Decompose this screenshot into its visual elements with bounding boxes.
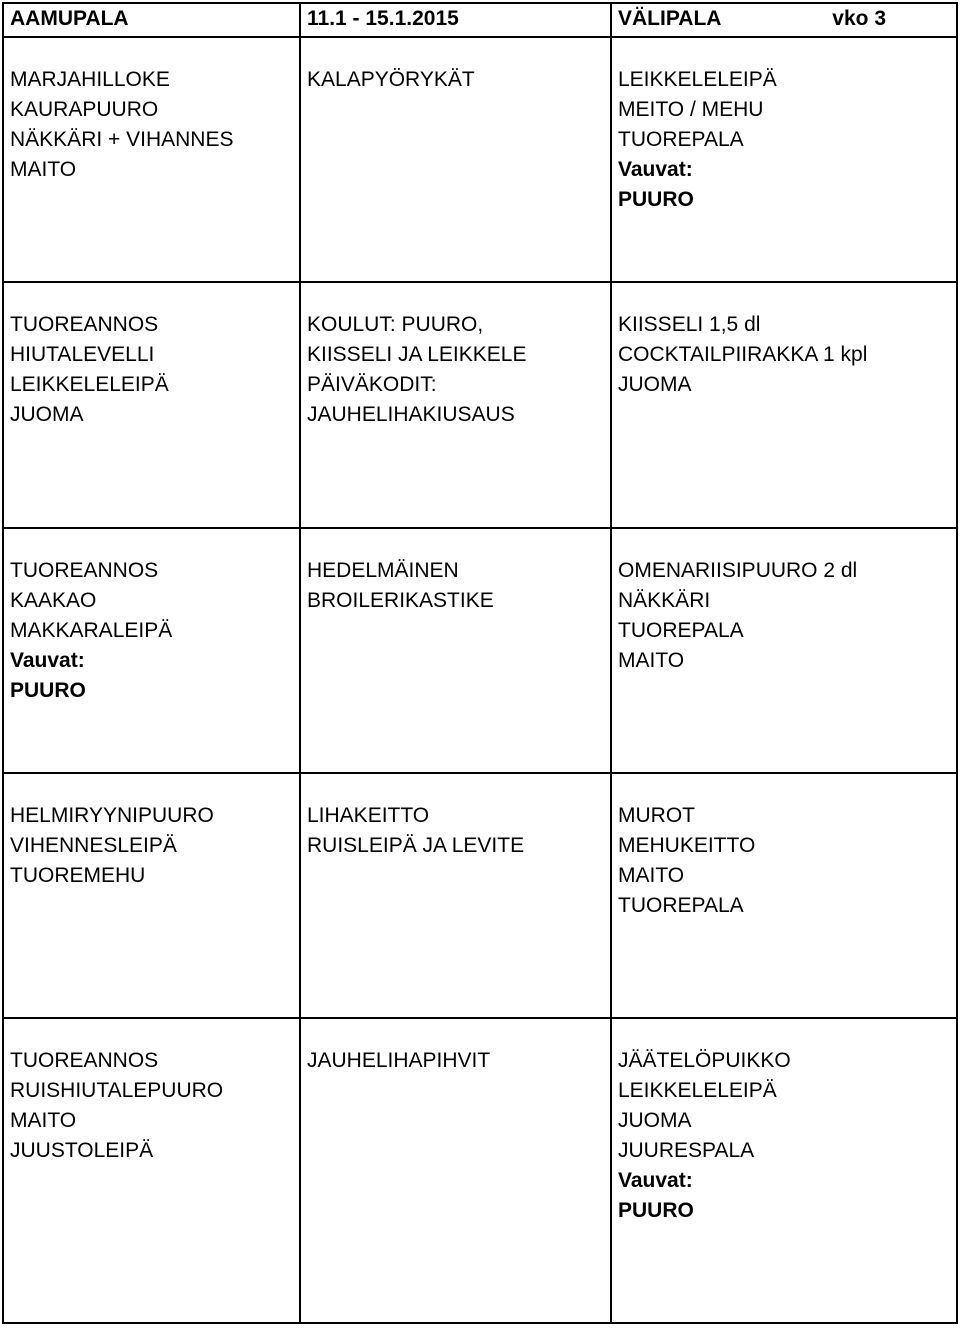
breakfast-cell [3, 1018, 300, 1323]
menu-item: JUOMA [618, 1109, 692, 1133]
menu-item: TUOREPALA [618, 127, 744, 151]
menu-item: MAITO [10, 157, 77, 181]
header-snack-cell [611, 3, 957, 37]
menu-item: JAUHELIHAPIHVIT [307, 1049, 491, 1073]
menu-item: MAKKARALEIPÄ [10, 618, 173, 642]
menu-item: KAAKAO [10, 588, 97, 612]
menu-item: TUOREANNOS [10, 558, 159, 582]
menu-item: PUURO [618, 187, 694, 211]
breakfast-cell [3, 37, 300, 282]
menu-item: COCKTAILPIIRAKKA 1 kpl [618, 343, 868, 367]
menu-item: LEIKKELELEIPÄ [618, 1079, 777, 1103]
menu-item: JUOMA [10, 403, 84, 427]
menu-item: Vauvat: [10, 648, 85, 672]
menu-item: MEITO / MEHU [618, 97, 764, 121]
menu-item: MAITO [618, 648, 685, 672]
menu-item: KIISSELI JA LEIKKELE [307, 343, 527, 367]
day-row [3, 1018, 957, 1323]
menu-item: JUOMA [618, 373, 692, 397]
header-date-cell [300, 3, 611, 37]
snack-cell [611, 37, 957, 282]
menu-item: TUOREANNOS [10, 313, 159, 337]
menu-item: MEHUKEITTO [618, 833, 756, 857]
menu-item: MARJAHILLOKE [10, 67, 170, 91]
menu-header-row [3, 3, 957, 37]
breakfast-cell [3, 528, 300, 773]
menu-item: HIUTALEVELLI [10, 343, 155, 367]
lunch-cell [300, 37, 611, 282]
menu-item: HELMIRYYNIPUURO [10, 803, 214, 827]
lunch-cell [300, 528, 611, 773]
snack-cell [611, 282, 957, 527]
snack-cell [611, 773, 957, 1018]
snack-cell [611, 528, 957, 773]
header-snack-label: VÄLIPALA [618, 7, 722, 30]
menu-item: PUURO [10, 678, 86, 702]
menu-item: NÄKKÄRI + VIHANNES [10, 127, 234, 151]
menu-item: JUURESPALA [618, 1139, 755, 1163]
menu-item: TUOREPALA [618, 893, 744, 917]
menu-item: MAITO [618, 863, 685, 887]
menu-item: TUOREANNOS [10, 1049, 159, 1073]
breakfast-cell [3, 773, 300, 1018]
menu-item: LIHAKEITTO [307, 803, 430, 827]
menu-item: PÄIVÄKODIT: [307, 373, 437, 397]
menu-item: KAURAPUURO [10, 97, 159, 121]
menu-item: TUOREMEHU [10, 863, 146, 887]
menu-item: JÄÄTELÖPUIKKO [618, 1049, 791, 1073]
menu-item: JUUSTOLEIPÄ [10, 1139, 154, 1163]
menu-item: OMENARIISIPUURO 2 dl [618, 558, 858, 582]
menu-item: PUURO [618, 1199, 694, 1223]
header-breakfast-cell [3, 3, 300, 37]
menu-item: KOULUT: PUURO, [307, 313, 484, 337]
menu-item: VIHENNESLEIPÄ [10, 833, 177, 857]
menu-item: Vauvat: [618, 157, 693, 181]
menu-item: KIISSELI 1,5 dl [618, 313, 761, 337]
snack-cell [611, 1018, 957, 1323]
weekly-menu-table [2, 2, 958, 1324]
day-row [3, 773, 957, 1018]
lunch-cell [300, 773, 611, 1018]
breakfast-cell [3, 282, 300, 527]
menu-item: TUOREPALA [618, 618, 744, 642]
day-row [3, 37, 957, 282]
header-date-range: 11.1 - 15.1.2015 [307, 7, 459, 30]
menu-item: MUROT [618, 803, 695, 827]
menu-item: Vauvat: [618, 1169, 693, 1193]
header-week-number: vko 3 [832, 7, 886, 30]
menu-item: NÄKKÄRI [618, 588, 711, 612]
menu-item: KALAPYÖRYKÄT [307, 67, 475, 91]
menu-item: HEDELMÄINEN [307, 558, 459, 582]
day-row [3, 282, 957, 527]
menu-item: LEIKKELELEIPÄ [618, 67, 777, 91]
day-row [3, 528, 957, 773]
menu-item: JAUHELIHAKIUSAUS [307, 403, 515, 427]
lunch-cell [300, 282, 611, 527]
menu-item: RUISLEIPÄ JA LEVITE [307, 833, 525, 857]
menu-item: MAITO [10, 1109, 77, 1133]
menu-item: BROILERIKASTIKE [307, 588, 494, 612]
lunch-cell [300, 1018, 611, 1323]
menu-item: RUISHIUTALEPUURO [10, 1079, 224, 1103]
header-breakfast-label: AAMUPALA [10, 7, 129, 30]
menu-item: LEIKKELELEIPÄ [10, 373, 169, 397]
